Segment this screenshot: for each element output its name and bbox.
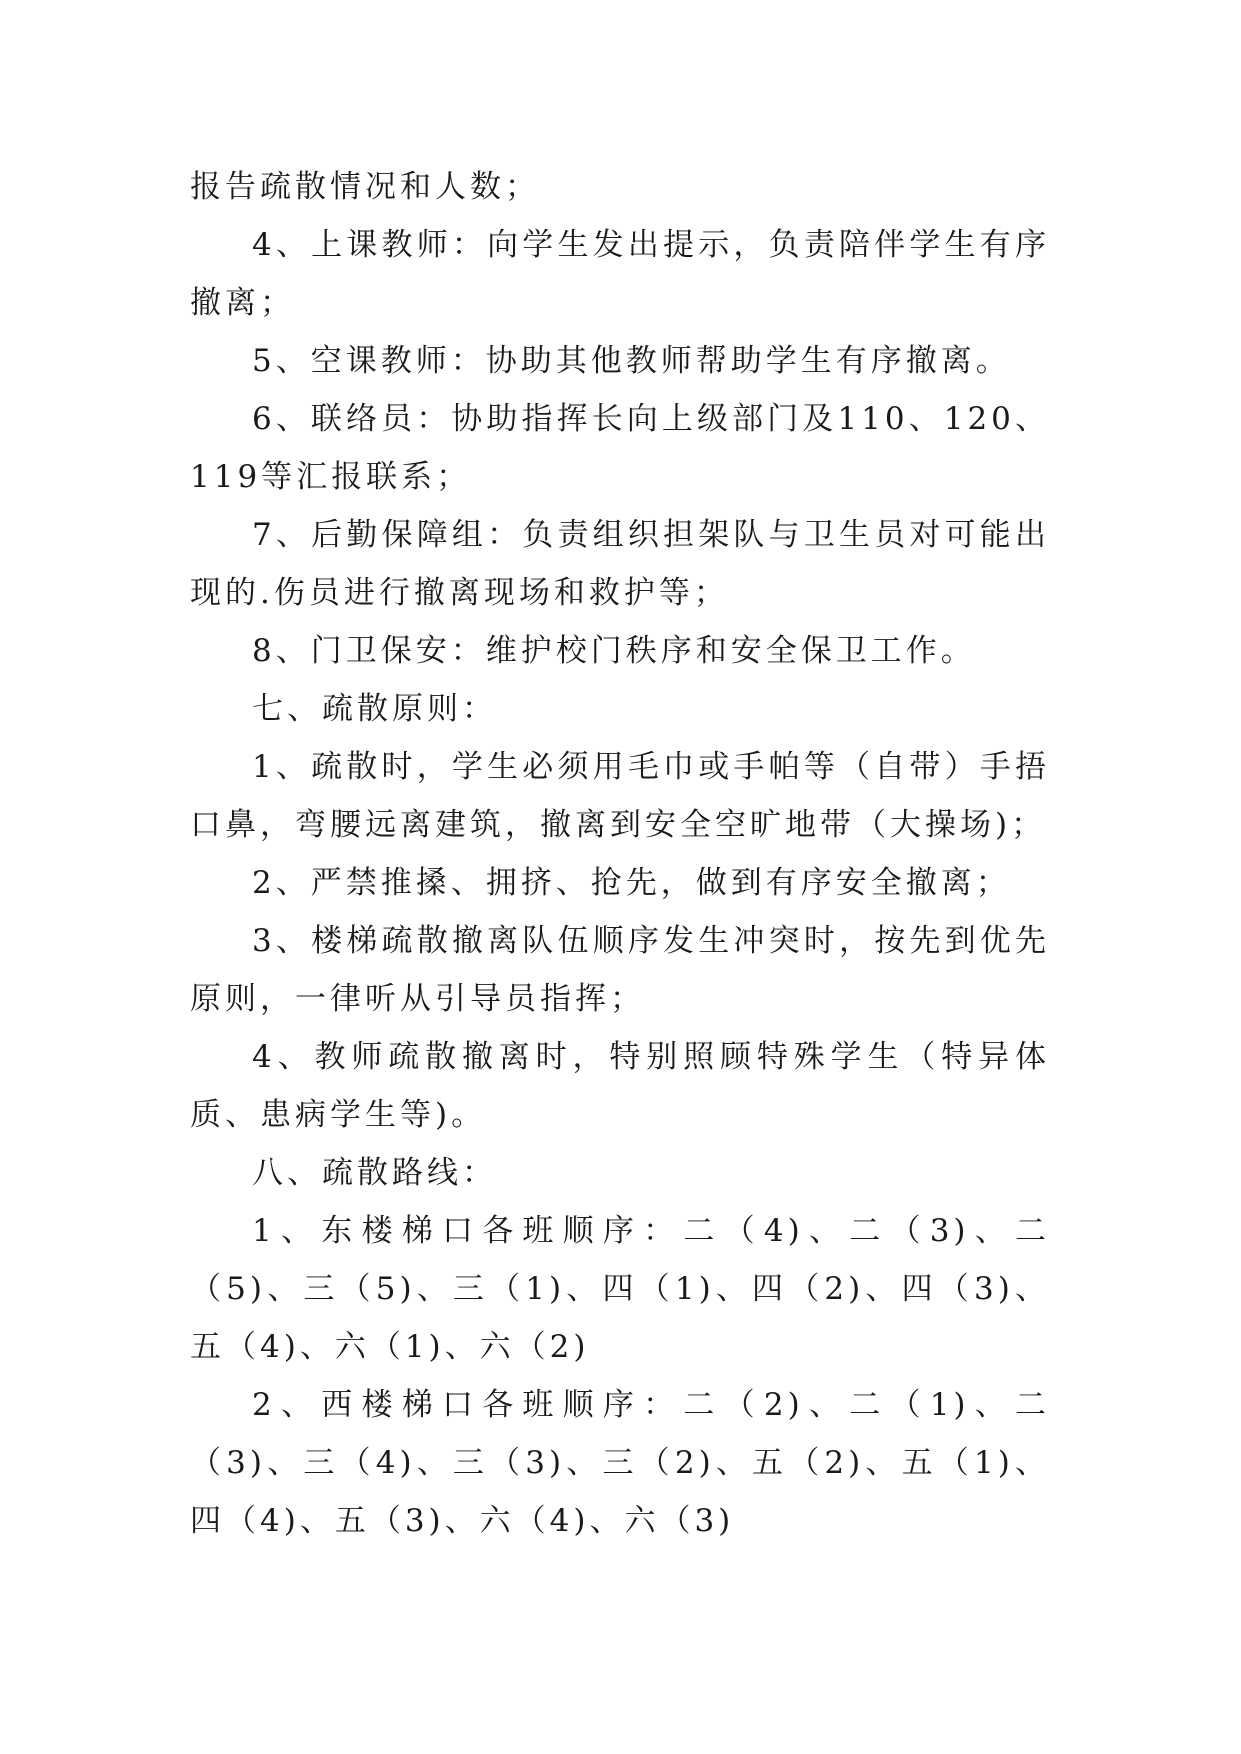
paragraph-west-stairs: 2、西楼梯口各班顺序：二（2)、二（1)、二（3)、三（4)、三（3)、三（2)、五（2)、五（1)、四（4)、五（3)、六（4)、六（3) (190, 1387, 1050, 1539)
paragraph-principle-4: 4、教师疏散撤离时，特别照顾特殊学生（特异体质、患病学生等)。 (190, 1039, 1050, 1133)
paragraph-liaison: 6、联络员：协助指挥长向上级部门及110、120、119等汇报联系； (190, 401, 1050, 495)
paragraph-free-teacher: 5、空课教师：协助其他教师帮助学生有序撤离。 (252, 343, 1011, 379)
paragraph-teacher-on-duty: 4、上课教师：向学生发出提示，负责陪伴学生有序撤离； (190, 227, 1050, 321)
paragraph-principle-1: 1、疏散时，学生必须用毛巾或手帕等（自带）手捂口鼻，弯腰远离建筑，撤离到安全空旷地带（大操场)； (190, 749, 1050, 843)
heading-evacuation-principles: 七、疏散原则： (252, 691, 497, 727)
document-body (190, 158, 1050, 1550)
paragraph-security: 8、门卫保安：维护校门秩序和安全保卫工作。 (252, 633, 976, 669)
paragraph-principle-2: 2、严禁推搡、拥挤、抢先，做到有序安全撤离； (252, 865, 1011, 901)
heading-evacuation-routes: 八、疏散路线： (252, 1155, 497, 1191)
paragraph-principle-3: 3、楼梯疏散撤离队伍顺序发生冲突时，按先到优先原则，一律听从引导员指挥； (190, 923, 1050, 1017)
paragraph-logistics: 7、后勤保障组：负责组织担架队与卫生员对可能出现的.伤员进行撤离现场和救护等； (190, 517, 1050, 611)
paragraph-east-stairs: 1、东楼梯口各班顺序：二（4)、二（3)、二（5)、三（5)、三（1)、四（1)、四（2)、四（3)、五（4)、六（1)、六（2) (190, 1213, 1050, 1365)
paragraph-report-evacuation: 报告疏散情况和人数； (190, 169, 540, 205)
